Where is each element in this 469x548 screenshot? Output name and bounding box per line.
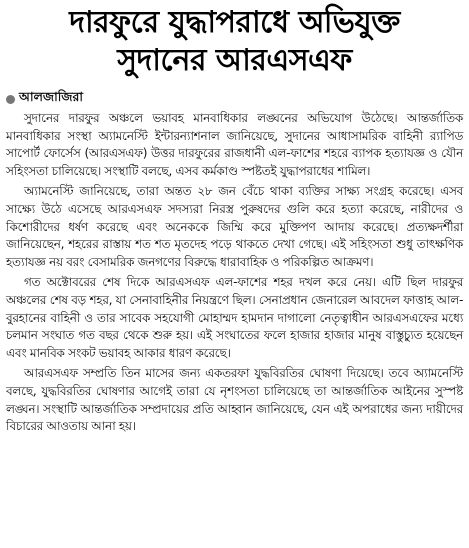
headline-line-1: দারফুরে যুদ্ধাপরাধে অভিযুক্ত — [69, 5, 400, 40]
paragraph-1: সুদানের দারফুর অঞ্চলে ভয়াবহ মানবাধিকার লঙ্ঘনের অভিযোগ উঠেছে। আন্তর্জাতিক মানবাধিকার সংস্থা অ্যামনেস্টি ইন্টারন্যাশনাল জানিয়েছে, সুদানের আধাসামরিক বাহিনী র‍্যাপিড সাপোর্ট ফোর্সেস (আরএসএফ) উত্তর দারফুরের রাজধানী এল-ফাশের শহরে ব্যাপক হত্যাযজ্ঞ ও যৌন সহিংসতা চালিয়েছে। সংস্থাটি বলছে, এসব কর্মকাণ্ড স্পষ্টতই যুদ্ধাপরাধের শামিল। — [6, 111, 463, 178]
bullet-icon — [6, 95, 15, 104]
headline-line-2: সুদানের আরএসএফ — [117, 43, 352, 78]
paragraph-4: আরএসএফ সম্প্রতি তিন মাসের জন্য একতরফা যুদ্ধবিরতির ঘোষণা দিয়েছে। তবে অ্যামনেস্টি বলছে, যুদ্ধবিরতির ঘোষণার আগেই তারা যে নৃশংসতা চালিয়েছে তা আন্তর্জাতিক আইনের সুস্পষ্ট লঙ্ঘন। সংস্থাটি আন্তর্জাতিক সম্প্রদায়ের প্রতি আহ্বান জানিয়েছে, যেন এই অপরাধের জন্য দায়ীদের বিচারের আওতায় আনা হয়। — [6, 366, 463, 434]
source-byline — [6, 90, 463, 108]
paragraph-3: গত অক্টোবরের শেষ দিকে আরএসএফ এল-ফাশের শহর দখল করে নেয়। এটি ছিল দারফুর অঞ্চলের শেষ বড় শহর, যা সেনাবাহিনীর নিয়ন্ত্রণে ছিল। সেনাপ্রধান জেনারেল আবদেল ফাত্তাহ আল-বুরহানের বাহিনী ও তার সাবেক সহযোগী মোহাম্মদ হামদান দাগালো নেতৃত্বাধীন আরএসএফের মধ্যে চলমান সংঘাত গত বছর থেকে শুরু হয়। এই সংঘাতের ফলে হাজার হাজার মানুষ বাস্তুচ্যুত হয়েছেন এবং মানবিক সংকট ভয়াবহ আকার ধারণ করেছে। — [6, 275, 463, 360]
headline — [6, 4, 463, 80]
news-article — [0, 4, 469, 548]
paragraph-2: অ্যামনেস্টি জানিয়েছে, তারা অন্তত ২৮ জন বেঁচে থাকা ব্যক্তির সাক্ষ্য সংগ্রহ করেছে। এসব সাক্ষ্যে উঠে এসেছে আরএসএফ সদস্যরা নিরস্ত্র পুরুষদের গুলি করে হত্যা করেছে, নারীদের ও কিশোরীদের ধর্ষণ করেছে এবং অনেককে জিম্মি করে মুক্তিপণ আদায় করেছে। প্রত্যক্ষদর্শীরা জানিয়েছেন, শহরের রাস্তায় শত শত মৃতদেহ পড়ে থাকতে দেখা গেছে। এই সহিংসতা শুধু তাৎক্ষণিক হত্যাযজ্ঞ নয় বরং বেসামরিক জনগণের বিরুদ্ধে ধারাবাহিক ও পরিকল্পিত আক্রমণ। — [6, 184, 463, 269]
source-label: আলজাজিরা — [19, 89, 83, 104]
article-body — [6, 110, 463, 436]
